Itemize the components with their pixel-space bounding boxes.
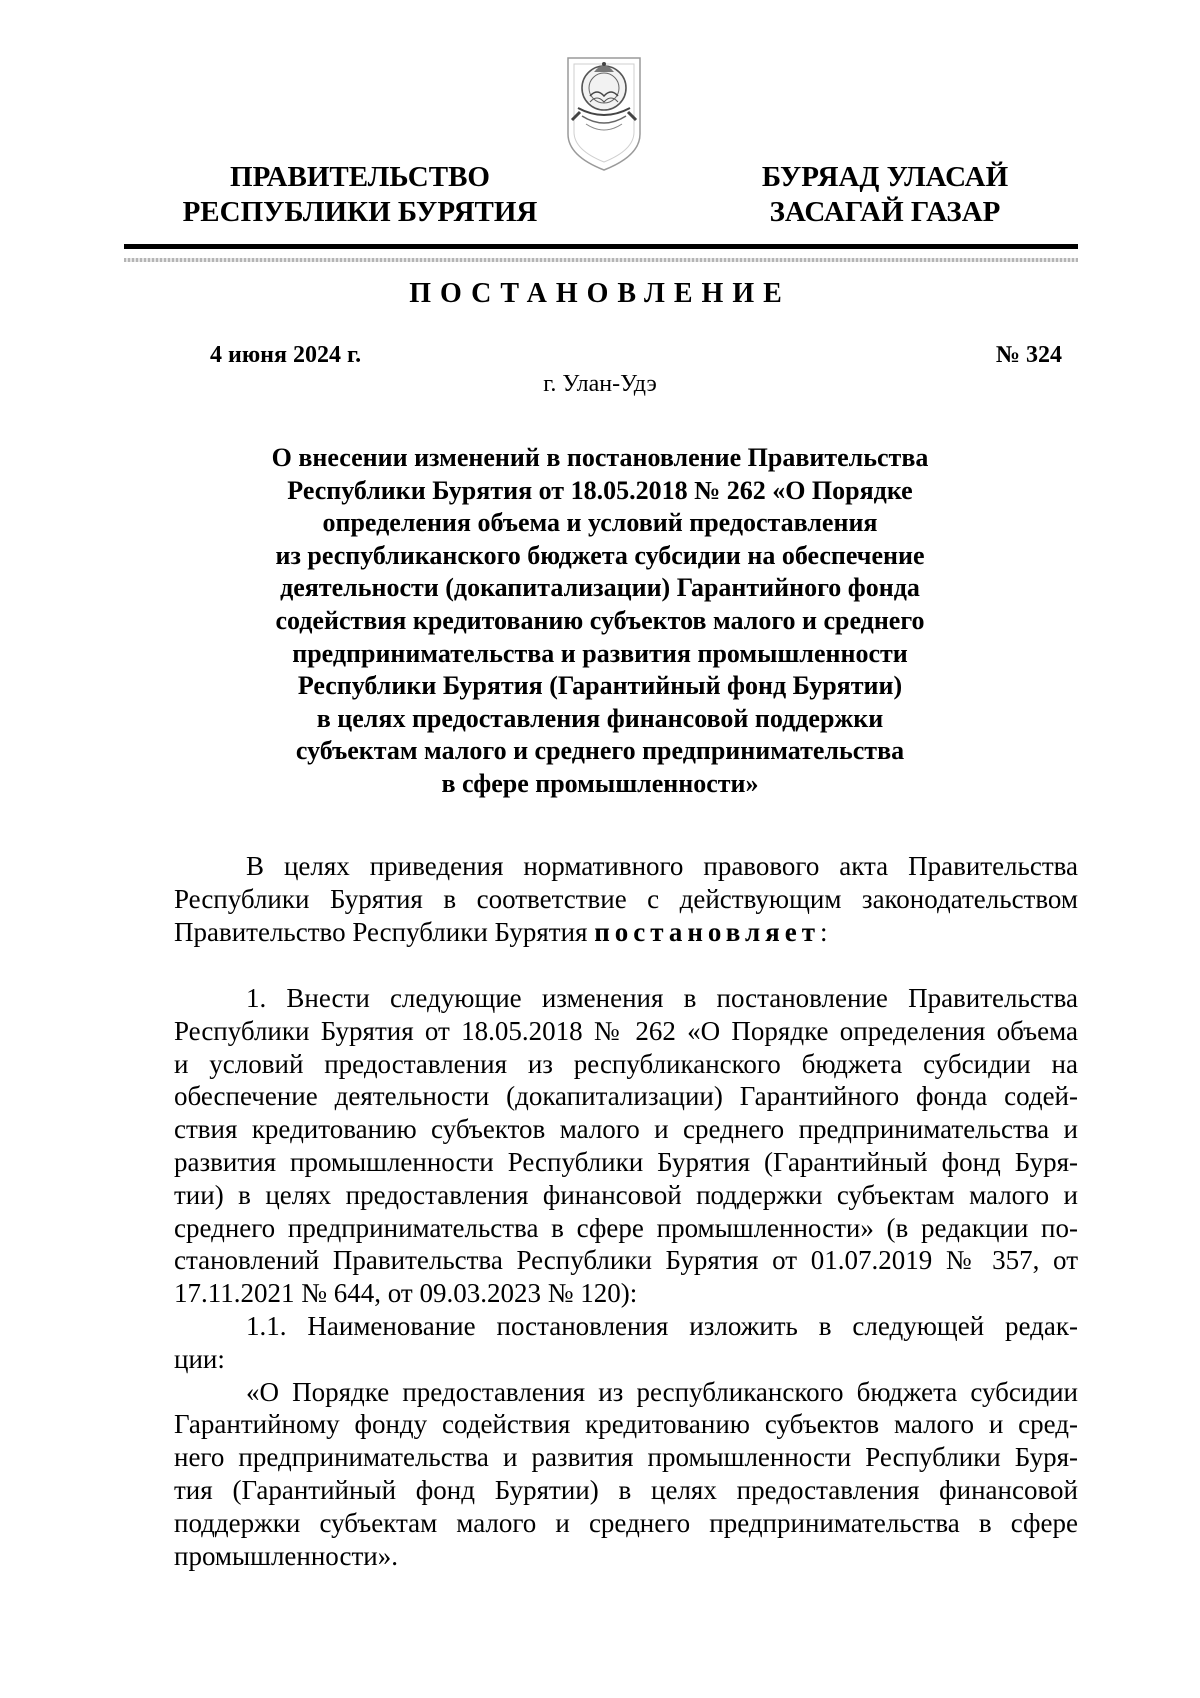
header-divider-thick <box>124 244 1078 249</box>
new-title-line: поддержки субъектам малого и среднего предпринимательства в сфере <box>174 1507 1078 1538</box>
title-line: в сфере промышленности» <box>441 768 759 798</box>
new-title-line: него предпринимательства и развития промышленности Республики Буря- <box>174 1442 1078 1473</box>
preamble-colon: : <box>819 916 828 947</box>
title-line: О внесении изменений в постановление Правительства <box>271 443 929 472</box>
item-1-1-line: ции: <box>174 1343 225 1374</box>
new-title-line: «О Порядке предоставления из республиканского бюджета субсидии <box>246 1376 1078 1407</box>
title-line: в целях предоставления финансовой поддержки <box>316 703 884 733</box>
government-name-line-1: ПРАВИТЕЛЬСТВО <box>230 161 490 193</box>
title-line: деятельности (докапитализации) Гарантийного фонда <box>280 573 920 603</box>
item-1-line: становлений Правительства Республики Бурятия от 01.07.2019 № 357, от <box>174 1245 1078 1276</box>
government-name-line-2: РЕСПУБЛИКИ БУРЯТИЯ <box>182 196 538 228</box>
title-line: из республиканского бюджета субсидии на обеспечение <box>275 540 925 570</box>
title-line: предпринимательства и развития промышленности <box>292 638 908 668</box>
item-1-line: тии) в целях предоставления финансовой поддержки субъектам малого и <box>174 1179 1078 1210</box>
title-line: субъектам малого и среднего предпринимательства <box>295 736 905 766</box>
item-1-paragraph <box>174 982 1078 1572</box>
title-line: Республики Бурятия (Гарантийный фонд Бурятии) <box>297 671 903 701</box>
item-1-line: развития промышленности Республики Бурятия (Гарантийный фонд Буря- <box>174 1146 1078 1177</box>
item-1-line: среднего предпринимательства в сфере промышленности» (в редакции по- <box>174 1212 1078 1243</box>
government-name-russian <box>160 160 560 230</box>
item-1-line: 1. Внести следующие изменения в постановление Правительства <box>246 983 1078 1013</box>
title-line: определения объема и условий предоставления <box>322 508 878 538</box>
government-name-buryat <box>740 160 1030 230</box>
header-divider-thin <box>124 258 1078 262</box>
preamble-line <box>174 916 1078 949</box>
document-date: 4 июня 2024 г. <box>210 342 362 368</box>
government-name-buryat-line-1: БУРЯАД УЛАСАЙ <box>761 161 1009 193</box>
document-title <box>200 442 1000 801</box>
resolves-word: постановляет <box>594 916 820 947</box>
item-1-line: Республики Бурятия от 18.05.2018 № 262 «О Порядке определения объема <box>174 1015 1078 1046</box>
document-number: № 324 <box>995 342 1062 368</box>
title-line: Республики Бурятия от 18.05.2018 № 262 «О Порядке <box>287 475 913 505</box>
government-name-buryat-line-2: ЗАСАГАЙ ГАЗАР <box>769 196 1001 228</box>
new-title-line: промышленности». <box>174 1540 398 1571</box>
new-title-line: Гарантийному фонду содействия кредитованию субъектов малого и сред- <box>174 1409 1078 1440</box>
item-1-1-line: 1.1. Наименование постановления изложить в следующей редак- <box>246 1310 1078 1341</box>
new-title-line: тия (Гарантийный фонд Бурятии) в целях предоставления финансовой <box>174 1474 1078 1505</box>
document-city: г. Улан-Удэ <box>543 371 657 397</box>
item-1-line: обеспечение деятельности (докапитализации) Гарантийного фонда содей- <box>174 1081 1078 1112</box>
preamble-paragraph <box>174 850 1078 948</box>
preamble-line: Республики Бурятия в соответствие с действующим законодательством <box>174 883 1078 914</box>
item-1-line: и условий предоставления из республиканского бюджета субсидии на <box>174 1048 1078 1079</box>
title-line: содействия кредитованию субъектов малого и среднего <box>275 605 925 635</box>
document-type: ПОСТАНОВЛЕНИЕ <box>409 278 791 309</box>
item-1-line: 17.11.2021 № 644, от 09.03.2023 № 120): <box>174 1278 638 1309</box>
coat-of-arms-icon <box>566 50 642 172</box>
preamble-line: В целях приведения нормативного правового акта Правительства <box>246 851 1078 881</box>
preamble-text: Правительство Республики Бурятия <box>174 916 595 947</box>
item-1-line: ствия кредитованию субъектов малого и среднего предпринимательства и <box>174 1114 1078 1145</box>
